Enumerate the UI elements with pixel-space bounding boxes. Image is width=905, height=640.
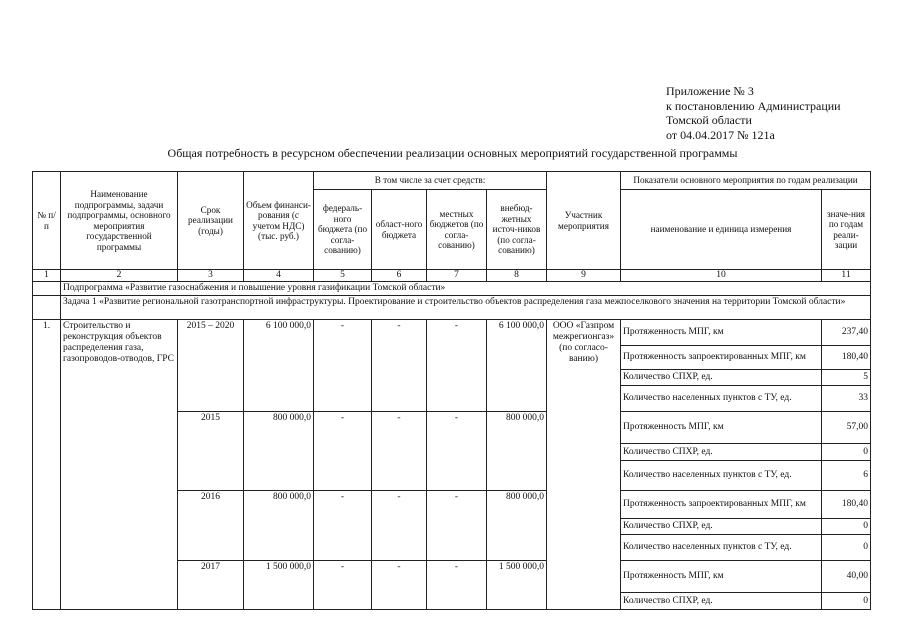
column-number: 1 bbox=[33, 270, 61, 282]
indicator-value: 40,00 bbox=[822, 561, 871, 593]
period-years: 2015 bbox=[178, 412, 244, 491]
period-regional: - bbox=[372, 491, 427, 561]
column-number: 6 bbox=[372, 270, 427, 282]
column-number: 9 bbox=[547, 270, 621, 282]
column-number: 5 bbox=[314, 270, 372, 282]
item-participant: ООО «Газпром межрегионгаз» (по согласо-ванию) bbox=[547, 320, 621, 610]
indicator-name: Количество населенных пунктов с ТУ, ед. bbox=[621, 535, 822, 561]
header-number: № п/п bbox=[33, 172, 61, 270]
header-indicators-group: Показатели основного мероприятия по годам реализации bbox=[621, 172, 871, 190]
period-extra: 1 500 000,0 bbox=[487, 561, 547, 610]
indicator-value: 0 bbox=[822, 535, 871, 561]
indicator-value: 237,40 bbox=[822, 320, 871, 346]
period-years: 2015 – 2020 bbox=[178, 320, 244, 412]
indicator-value: 6 bbox=[822, 461, 871, 491]
header-extra: внебюд-жетных источ-ников (по согла-сованию) bbox=[487, 190, 547, 270]
period-total: 800 000,0 bbox=[244, 412, 314, 491]
period-extra: 6 100 000,0 bbox=[487, 320, 547, 412]
task-row: Задача 1 «Развитие региональной газотранспортной инфраструктуры. Проектирование и строительство объектов распределения газа межпоселкового значения на территории Томской области» bbox=[61, 296, 871, 320]
header-participant: Участник мероприятия bbox=[547, 172, 621, 270]
item-number: 1. bbox=[33, 320, 61, 610]
header-local: местных бюджетов (по согла-сованию) bbox=[427, 190, 487, 270]
column-number: 7 bbox=[427, 270, 487, 282]
empty-cell bbox=[33, 282, 61, 296]
period-extra: 800 000,0 bbox=[487, 412, 547, 491]
indicator-value: 180,40 bbox=[822, 491, 871, 519]
indicator-name: Протяженность МПГ, км bbox=[621, 561, 822, 593]
indicator-name: Протяженность запроектированных МПГ, км bbox=[621, 346, 822, 370]
indicator-value: 57,00 bbox=[822, 412, 871, 444]
header-indicator-name: наименование и единица измерения bbox=[621, 190, 822, 270]
column-number: 2 bbox=[61, 270, 178, 282]
indicator-name: Количество СПХР, ед. bbox=[621, 519, 822, 535]
indicator-value: 5 bbox=[822, 370, 871, 386]
period-local: - bbox=[427, 320, 487, 412]
header-indicator-value: значе-ния по годам реали-зации bbox=[822, 190, 871, 270]
indicator-name: Протяженность МПГ, км bbox=[621, 320, 822, 346]
appendix-line: Приложение № 3 bbox=[666, 84, 754, 98]
period-years: 2017 bbox=[178, 561, 244, 610]
column-number: 4 bbox=[244, 270, 314, 282]
period-extra: 800 000,0 bbox=[487, 491, 547, 561]
period-federal: - bbox=[314, 491, 372, 561]
indicator-value: 0 bbox=[822, 519, 871, 535]
subprogram-row: Подпрограмма «Развитие газоснабжения и повышение уровня газификации Томской области» bbox=[61, 282, 871, 296]
indicator-name: Количество населенных пунктов с ТУ, ед. bbox=[621, 461, 822, 491]
period-regional: - bbox=[372, 412, 427, 491]
appendix-line: к постановлению Администрации bbox=[666, 98, 841, 113]
appendix-line: Томской области bbox=[666, 113, 752, 127]
period-local: - bbox=[427, 412, 487, 491]
indicator-name: Количество СПХР, ед. bbox=[621, 370, 822, 386]
indicator-name: Протяженность МПГ, км bbox=[621, 412, 822, 444]
header-regional: област-ного бюджета bbox=[372, 190, 427, 270]
column-number: 11 bbox=[822, 270, 871, 282]
indicator-value: 0 bbox=[822, 593, 871, 610]
resource-table bbox=[32, 171, 871, 610]
empty-cell bbox=[33, 296, 61, 320]
period-total: 1 500 000,0 bbox=[244, 561, 314, 610]
period-local: - bbox=[427, 491, 487, 561]
header-sources-group: В том числе за счет средств: bbox=[314, 172, 547, 190]
indicator-name: Количество СПХР, ед. bbox=[621, 593, 822, 610]
period-total: 6 100 000,0 bbox=[244, 320, 314, 412]
indicator-value: 180,40 bbox=[822, 346, 871, 370]
indicator-value: 0 bbox=[822, 444, 871, 461]
header-total: Объем финанси-рования (с учетом НДС) (тыс. руб.) bbox=[244, 172, 314, 270]
period-regional: - bbox=[372, 320, 427, 412]
period-federal: - bbox=[314, 561, 372, 610]
period-years: 2016 bbox=[178, 491, 244, 561]
period-total: 800 000,0 bbox=[244, 491, 314, 561]
column-number: 8 bbox=[487, 270, 547, 282]
period-federal: - bbox=[314, 412, 372, 491]
item-name: Строительство и реконструкция объектов распределения газа, газопроводов-отводов, ГРС bbox=[61, 320, 178, 610]
indicator-name: Количество СПХР, ед. bbox=[621, 444, 822, 461]
column-number: 3 bbox=[178, 270, 244, 282]
period-regional: - bbox=[372, 561, 427, 610]
indicator-name: Количество населенных пунктов с ТУ, ед. bbox=[621, 386, 822, 412]
header-period: Срок реализации (годы) bbox=[178, 172, 244, 270]
document-title: Общая потребность в ресурсном обеспечении реализации основных мероприятий государственной программы bbox=[167, 146, 738, 160]
column-number: 10 bbox=[621, 270, 822, 282]
appendix-block bbox=[666, 84, 841, 142]
indicator-value: 33 bbox=[822, 386, 871, 412]
appendix-line: от 04.04.2017 № 121а bbox=[666, 127, 775, 142]
period-federal: - bbox=[314, 320, 372, 412]
header-name: Наименование подпрограммы, задачи подпрограммы, основного мероприятия государственной программы bbox=[61, 172, 178, 270]
indicator-name: Протяженность запроектированных МПГ, км bbox=[621, 491, 822, 519]
header-federal: федераль-ного бюджета (по согла-сованию) bbox=[314, 190, 372, 270]
period-local: - bbox=[427, 561, 487, 610]
